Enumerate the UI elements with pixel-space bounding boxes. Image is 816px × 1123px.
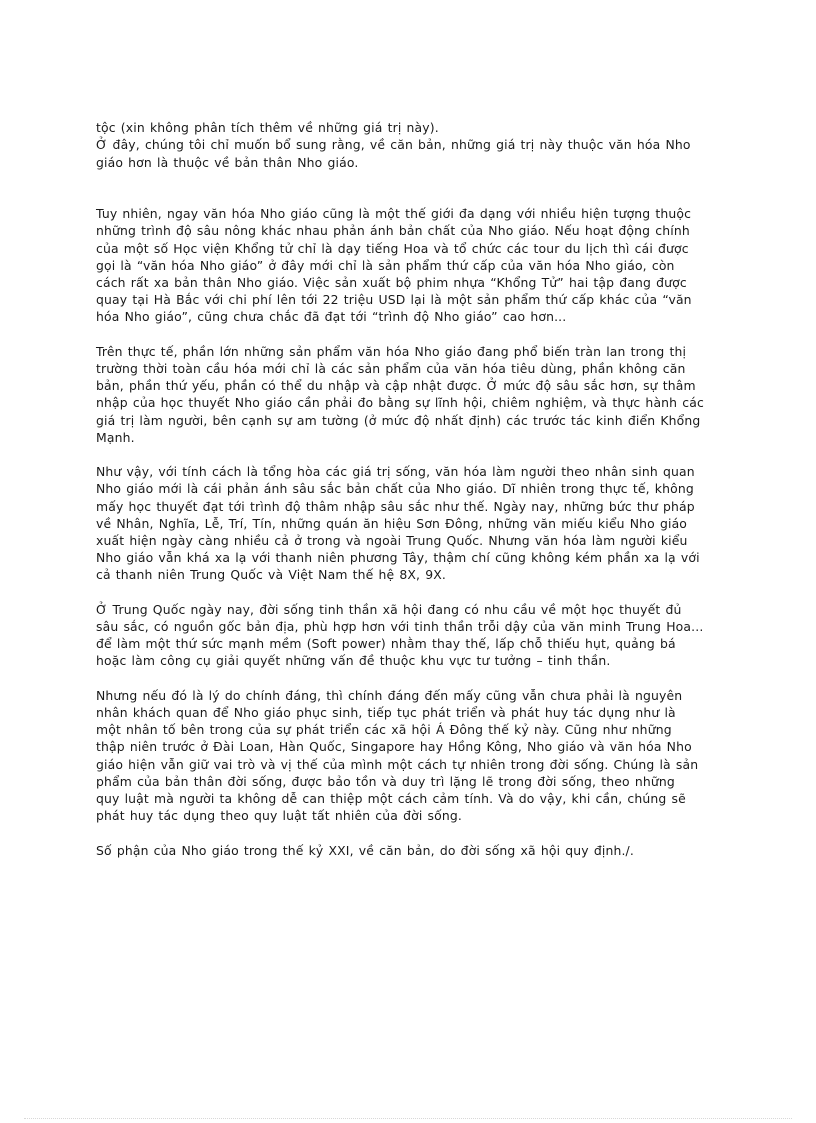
page-bottom-divider (24, 1118, 792, 1119)
paragraph-5: Nhưng nếu đó là lý do chính đáng, thì chính đáng đến mấy cũng vẫn chưa phải là nguyên nhân khách quan để Nho giáo phục sinh, tiếp tục phát triển và phát huy tác dụng như là một nhân tố bên trong của sự phát triển các xã hội Á Đông thế kỷ này. Cũng như những thập niên trước ở Đài Loan, Hàn Quốc, Singapore hay Hồng Kông, Nho giáo và văn hóa Nho giáo hiện vẫn giữ vai trò và vị thế của mình một cách tự nhiên trong đời sống. Chúng là sản phẩm của bản thân đời sống, được bảo tồn và duy trì lặng lẽ trong đời sống, theo những quy luật mà người ta không dễ can thiệp một cách cảm tính. Và do vậy, khi cần, chúng sẽ phát huy tác dụng theo quy luật tất nhiên của đời sống. (96, 687, 699, 824)
opening-block (96, 102, 716, 188)
paragraph-4: Ở Trung Quốc ngày nay, đời sống tinh thần xã hội đang có nhu cầu về một học thuyết đủ sâu sắc, có nguồn gốc bản địa, phù hợp hơn với tinh thần trỗi dậy của văn minh Trung Hoa... để làm một thứ sức mạnh mềm (Soft power) nhằm thay thế, lấp chỗ thiếu hụt, quảng bá hoặc làm công cụ giải quyết những vấn đề thuộc khu vực tư tưởng – tinh thần. (96, 601, 704, 669)
opening-line-1: tộc (xin không phân tích thêm về những giá trị này). (96, 120, 439, 136)
paragraph-1: Tuy nhiên, ngay văn hóa Nho giáo cũng là một thế giới đa dạng với nhiều hiện tượng thuộc những trình độ sâu nông khác nhau phản ánh bản chất của Nho giáo. Nếu hoạt động chính của một số Học viện Khổng tử chỉ là dạy tiếng Hoa và tổ chức các tour du lịch thì cái được gọi là “văn hóa Nho giáo” ở đây mới chỉ là sản phẩm thứ cấp của văn hóa Nho giáo, còn cách rất xa bản thân Nho giáo. Việc sản xuất bộ phim nhựa “Khổng Tử” hai tập đang được quay tại Hà Bắc với chi phí lên tới 22 triệu USD lại là một sản phẩm thứ cấp khác của “văn hóa Nho giáo”, cũng chưa chắc đã đạt tới “trình độ Nho giáo” cao hơn... (96, 206, 692, 325)
opening-line-3: giáo hơn là thuộc về bản thân Nho giáo. (96, 154, 359, 170)
opening-line-2: Ở đây, chúng tôi chỉ muốn bổ sung rằng, về căn bản, những giá trị này thuộc văn hóa Nho (96, 137, 691, 153)
document-body (96, 102, 716, 876)
paragraph-3: Như vậy, với tính cách là tổng hòa các giá trị sống, văn hóa làm người theo nhân sinh quan Nho giáo mới là cái phản ánh sâu sắc bản chất của Nho giáo. Dĩ nhiên trong thực tế, không mấy học thuyết đạt tới trình độ thâm nhập sâu sắc như thế. Ngày nay, những bức thư pháp về Nhân, Nghĩa, Lễ, Trí, Tín, những quán ăn hiệu Sơn Đông, những văn miếu kiểu Nho giáo xuất hiện ngày càng nhiều cả ở trong và ngoài Trung Quốc. Nhưng văn hóa làm người kiểu Nho giáo vẫn khá xa lạ với thanh niên phương Tây, thậm chí cũng không kém phần xa lạ với cả thanh niên Trung Quốc và Việt Nam thế hệ 8X, 9X. (96, 464, 700, 583)
paragraph-2: Trên thực tế, phần lớn những sản phẩm văn hóa Nho giáo đang phổ biến tràn lan trong thị trường thời toàn cầu hóa mới chỉ là các sản phẩm của văn hóa tiêu dùng, phần không căn bản, phần thứ yếu, phần có thể du nhập và cập nhật được. Ở mức độ sâu sắc hơn, sự thâm nhập của học thuyết Nho giáo cần phải đo bằng sự lĩnh hội, chiêm nghiệm, và thực hành các giá trị làm người, bên cạnh sự am tường (ở mức độ nhất định) các trước tác kinh điển Khổng Mạnh. (96, 343, 704, 445)
paragraph-6: Số phận của Nho giáo trong thế kỷ XXI, về căn bản, do đời sống xã hội quy định./. (96, 842, 634, 858)
